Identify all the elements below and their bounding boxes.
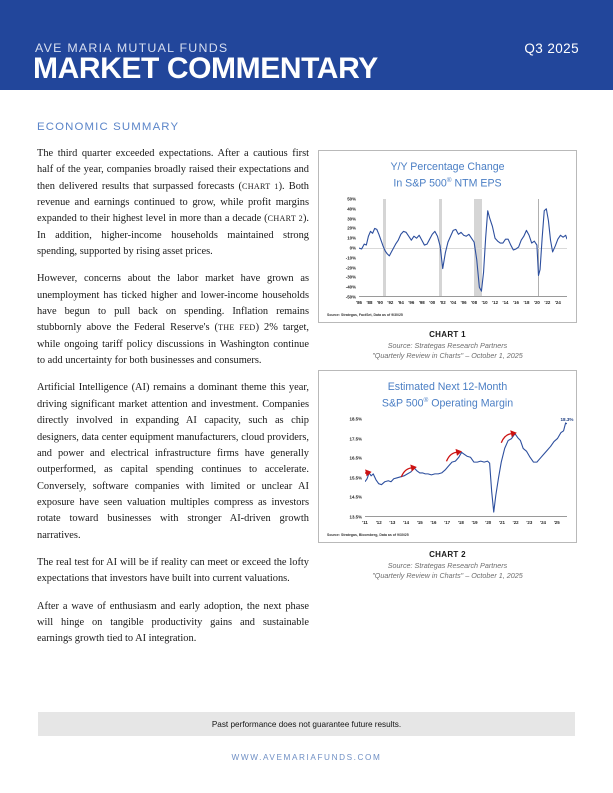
chart-2-title-line2-post: Operating Margin: [428, 397, 514, 410]
y-axis-tick-label: 15.5%: [349, 475, 362, 481]
small-caps-reference: THE FED: [218, 323, 256, 333]
registered-mark-icon: ®: [423, 397, 429, 404]
x-axis-tick-label: '16: [513, 299, 519, 305]
x-axis-tick-label: '14: [403, 519, 410, 525]
x-axis-tick-label: '23: [526, 519, 533, 525]
x-axis-tick-label: '12: [375, 519, 382, 525]
chart-1-title: [319, 160, 576, 191]
report-period: Q3 2025: [524, 41, 579, 56]
y-axis-tick-label: -50%: [345, 294, 356, 300]
brand-name: AVE MARIA MUTUAL FUNDS: [35, 41, 229, 55]
commentary-paragraph: However, concerns about the labor market have grown as unemployment has ticked higher and lower-income households have begun to pull back on spending. Inflation remains stubbornly above the Federal Reserve's (THE FED) 2% target, while ongoing tariff policy discussions in Washington continue to add uncertainty for both businesses and consumers.: [37, 273, 309, 367]
y-axis-tick-label: 18.5%: [349, 416, 362, 422]
website-url[interactable]: WWW.AVEMARIAFUNDS.COM: [231, 753, 382, 762]
y-axis-tick-label: 13.5%: [349, 514, 362, 520]
y-axis-tick-label: 0%: [349, 245, 356, 251]
chart-2-title-line1: Estimated Next 12-Month: [387, 381, 508, 393]
x-axis-tick-label: '15: [416, 519, 423, 525]
y-axis-tick-label: 30%: [347, 216, 356, 222]
page-header: [0, 0, 613, 90]
y-axis-tick-label: 20%: [347, 225, 356, 231]
chart2-series-line: [365, 419, 567, 517]
chart-2-caption-label: CHART 2: [429, 550, 466, 559]
chart-1-card: [318, 150, 577, 323]
x-axis-tick-label: '86: [356, 299, 362, 305]
commentary-paragraph: The third quarter exceeded expectations. After a cautious first half of the year, companies broadly raised their expectations and then delivered results that surpassed forecasts (CHART 1). Both revenue and earnings continued to grow, while profit margins expanded to their highest level in more than a decade (CHART 2). In addition, higher-income households maintained strong spending, supported by rising asset prices.: [37, 148, 309, 258]
x-axis-tick-label: '00: [429, 299, 436, 305]
x-axis-tick-label: '88: [366, 299, 373, 305]
registered-mark-icon: ®: [446, 177, 452, 184]
chart-1-title-line2-post: NTM EPS: [451, 177, 502, 190]
chart-1-title-line2-pre: In S&P 500: [393, 177, 447, 190]
commentary-paragraph: The real test for AI will be if reality can meet or exceed the lofty expectations that investors have built into current valuations.: [37, 556, 309, 585]
chart-1-caption-label: CHART 1: [429, 330, 466, 339]
y-axis-tick-label: 17.5%: [349, 436, 362, 442]
x-axis-tick-label: '08: [471, 299, 478, 305]
x-axis-tick-label: '22: [544, 299, 551, 305]
x-axis-tick-label: '20: [485, 519, 492, 525]
y-axis-tick-label: 50%: [347, 196, 356, 202]
x-axis-tick-label: '04: [450, 299, 457, 305]
chart-2-title: [319, 380, 576, 411]
chart-2-caption-source-line1: Source: Strategas Research Partners: [387, 561, 508, 570]
x-axis-tick-label: '96: [408, 299, 415, 305]
disclaimer-banner: [38, 712, 575, 736]
y-axis-tick-label: -30%: [345, 274, 356, 280]
chart-1-caption-source-line2: "Quarterly Review in Charts" – October 1, 2025: [372, 351, 523, 360]
x-axis-tick-label: '16: [430, 519, 437, 525]
y-axis-tick-label: 10%: [347, 235, 356, 241]
x-axis-tick-label: '17: [444, 519, 451, 525]
chart-1-plot-area: [345, 196, 567, 305]
x-axis-tick-label: '90: [376, 299, 383, 305]
x-axis-tick-label: '10: [481, 299, 488, 305]
x-axis-tick-label: '12: [492, 299, 499, 305]
current-value-data-label: 18.3%: [560, 416, 574, 422]
x-axis-tick-label: '24: [554, 299, 561, 305]
y-axis-tick-label: -20%: [345, 265, 356, 271]
chart-2-caption: [318, 550, 577, 581]
section-heading-economic-summary: ECONOMIC SUMMARY: [37, 121, 180, 133]
x-axis-tick-label: '25: [553, 519, 560, 525]
chart-2-plot-area: [349, 416, 574, 525]
chart-2-title-line2-pre: S&P 500: [381, 397, 424, 410]
chart-1-source-note: Source: Strategas, FactSet, Data as of 9/30/25: [327, 313, 403, 317]
chart-1-caption-source-line1: Source: Strategas Research Partners: [387, 341, 508, 350]
chart1-series-line: [359, 199, 567, 297]
page-title: MARKET COMMENTARY: [33, 52, 378, 85]
commentary-paragraph: After a wave of enthusiasm and early adoption, the next phase will hinge on tangible productivity gains and sustainable earnings growth tied to AI integration.: [37, 600, 309, 645]
x-axis-tick-label: '02: [439, 299, 446, 305]
x-axis-tick-label: '94: [397, 299, 404, 305]
x-axis-tick-label: '18: [523, 299, 530, 305]
disclaimer-text: Past performance does not guarantee future results.: [211, 719, 402, 729]
y-axis-tick-label: 16.5%: [349, 455, 362, 461]
chart-2-source-note: Source: Strategas, Bloomberg, Data as of 9/30/25: [327, 533, 409, 537]
x-axis-tick-label: '98: [418, 299, 425, 305]
small-caps-reference: CHART 2: [267, 214, 303, 224]
x-axis-tick-label: '20: [533, 299, 540, 305]
x-axis-tick-label: '21: [498, 519, 505, 525]
y-axis-tick-label: -10%: [345, 255, 356, 261]
chart-2-caption-source-line2: "Quarterly Review in Charts" – October 1, 2025: [372, 571, 523, 580]
chart-1-title-line1: Y/Y Percentage Change: [390, 161, 505, 173]
chart-1-caption-source: [318, 341, 577, 361]
y-axis-tick-label: -40%: [345, 284, 356, 290]
x-axis-tick-label: '13: [389, 519, 396, 525]
x-axis-tick-label: '11: [362, 519, 368, 525]
trend-arrow-head-icon: [410, 465, 417, 472]
x-axis-tick-label: '19: [471, 519, 478, 525]
y-axis-tick-label: 40%: [347, 206, 356, 212]
small-caps-reference: CHART 1: [242, 181, 279, 191]
x-axis-tick-label: '92: [387, 299, 394, 305]
commentary-body: [37, 146, 309, 659]
x-axis-tick-label: '06: [460, 299, 467, 305]
chart-1-caption: [318, 330, 577, 361]
x-axis-tick-label: '24: [540, 519, 546, 525]
y-axis-tick-label: 14.5%: [349, 494, 362, 500]
chart-2-caption-source: [318, 561, 577, 581]
x-axis-tick-label: '14: [502, 299, 509, 305]
commentary-paragraph: Artificial Intelligence (AI) remains a dominant theme this year, driving significant market attention and investment. Companies directly involved in expanding AI capacity, such as chip designers, data center equipment manufacturers, cloud providers, and power and electrical infrastructure firms have generally outperformed, as capital spending continues to accelerate. Conversely, software companies with limited or unclear AI exposure have seen valuation multiples compress as investors rotate toward businesses with stronger AI-driven growth narratives.: [37, 382, 309, 541]
x-axis-tick-label: '22: [512, 519, 519, 525]
chart-2-card: [318, 370, 577, 543]
x-axis-tick-label: '18: [457, 519, 464, 525]
